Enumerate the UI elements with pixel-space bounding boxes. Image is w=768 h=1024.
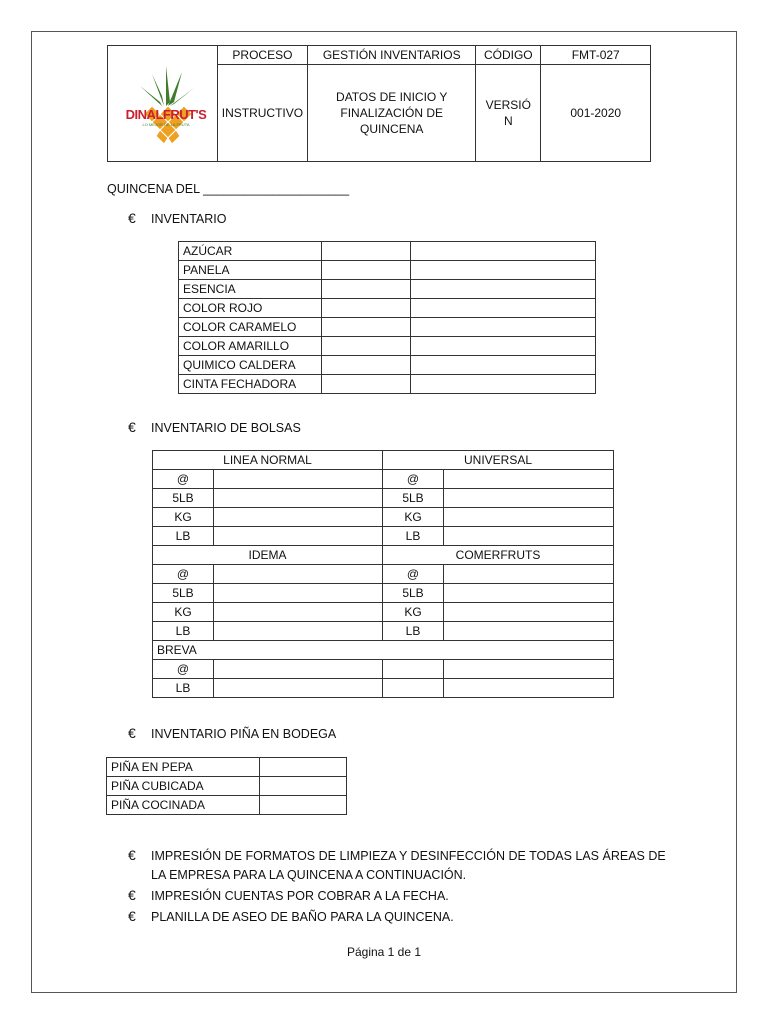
unit-label: 5LB: [153, 584, 214, 603]
table-row: [153, 603, 614, 622]
group-header: IDEMA: [153, 546, 383, 565]
input-cell[interactable]: [411, 356, 596, 375]
unit-label: LB: [153, 679, 214, 698]
input-cell[interactable]: [214, 565, 383, 584]
item-label: CINTA FECHADORA: [179, 375, 322, 394]
input-cell[interactable]: [444, 584, 614, 603]
group-header: LINEA NORMAL: [153, 451, 383, 470]
item-label: PIÑA EN PEPA: [107, 758, 260, 777]
bullet-icon: €: [128, 847, 136, 863]
table-row: [107, 777, 347, 796]
item-label: COLOR CARAMELO: [179, 318, 322, 337]
input-cell[interactable]: [214, 489, 383, 508]
table-row: [153, 470, 614, 489]
table-row: [153, 622, 614, 641]
input-cell[interactable]: [444, 508, 614, 527]
table-row: [179, 318, 596, 337]
unit-label: 5LB: [383, 584, 444, 603]
unit-label: LB: [153, 622, 214, 641]
unit-label: LB: [153, 527, 214, 546]
input-cell[interactable]: [411, 261, 596, 280]
header-process-value: GESTIÓN INVENTARIOS: [308, 46, 476, 65]
table-row: [179, 337, 596, 356]
item-label: PIÑA COCINADA: [107, 796, 260, 815]
input-cell[interactable]: [214, 603, 383, 622]
unit-label: @: [153, 470, 214, 489]
input-cell[interactable]: [411, 280, 596, 299]
input-cell[interactable]: [260, 758, 347, 777]
unit-label: @: [383, 470, 444, 489]
task-item: IMPRESIÓN DE FORMATOS DE LIMPIEZA Y DESINFECCIÓN DE TODAS LAS ÁREAS DE: [151, 849, 666, 863]
unit-label: 5LB: [153, 489, 214, 508]
bullet-icon: €: [128, 908, 136, 924]
table-row: [179, 242, 596, 261]
item-label: PANELA: [179, 261, 322, 280]
input-cell[interactable]: [322, 280, 411, 299]
unit-label: LB: [383, 527, 444, 546]
input-cell[interactable]: [411, 318, 596, 337]
input-cell[interactable]: [322, 261, 411, 280]
table-row: [153, 679, 614, 698]
header-version-label: VERSIÓ N: [476, 65, 541, 162]
section-title-pina: INVENTARIO PIÑA EN BODEGA: [151, 727, 337, 741]
bullet-icon: €: [128, 419, 136, 435]
header-doc-type: INSTRUCTIVO: [217, 65, 308, 162]
table-row: [153, 451, 614, 470]
input-cell[interactable]: [383, 660, 444, 679]
bullet-icon: €: [128, 210, 136, 226]
table-row: [179, 375, 596, 394]
input-cell[interactable]: [214, 679, 383, 698]
input-cell[interactable]: [260, 777, 347, 796]
header-code-value: FMT-027: [541, 46, 651, 65]
table-row: [153, 546, 614, 565]
unit-label: KG: [153, 603, 214, 622]
group-header: COMERFRUTS: [383, 546, 614, 565]
unit-label: @: [153, 565, 214, 584]
input-cell[interactable]: [444, 603, 614, 622]
input-cell[interactable]: [322, 356, 411, 375]
input-cell[interactable]: [444, 470, 614, 489]
table-row: [153, 660, 614, 679]
input-cell[interactable]: [411, 375, 596, 394]
input-cell[interactable]: [444, 660, 614, 679]
pina-table: [106, 757, 347, 815]
item-label: PIÑA CUBICADA: [107, 777, 260, 796]
unit-label: @: [383, 565, 444, 584]
table-row: [153, 584, 614, 603]
unit-label: @: [153, 660, 214, 679]
section-title-bolsas: INVENTARIO DE BOLSAS: [151, 421, 301, 435]
input-cell[interactable]: [260, 796, 347, 815]
input-cell[interactable]: [322, 242, 411, 261]
input-cell[interactable]: [214, 470, 383, 489]
header-process-label: PROCESO: [217, 46, 308, 65]
unit-label: KG: [153, 508, 214, 527]
logo-tagline: LO MEJOR DE LA FRUTA: [142, 122, 190, 127]
input-cell[interactable]: [411, 242, 596, 261]
table-row: [179, 261, 596, 280]
bullet-icon: €: [128, 887, 136, 903]
table-row: [153, 508, 614, 527]
quincena-label: QUINCENA DEL _____________________: [107, 182, 350, 196]
bullet-icon: €: [128, 725, 136, 741]
table-row: [153, 489, 614, 508]
item-label: AZÚCAR: [179, 242, 322, 261]
unit-label: LB: [383, 622, 444, 641]
header-version-value: 001-2020: [541, 65, 651, 162]
input-cell[interactable]: [214, 584, 383, 603]
header-doc-title: DATOS DE INICIO Y FINALIZACIÓN DE QUINCENA: [308, 65, 476, 162]
input-cell[interactable]: [444, 565, 614, 584]
company-logo: [116, 62, 216, 152]
item-label: QUIMICO CALDERA: [179, 356, 322, 375]
item-label: COLOR ROJO: [179, 299, 322, 318]
table-row: [107, 758, 347, 777]
group-header: BREVA: [153, 641, 614, 660]
unit-label: 5LB: [383, 489, 444, 508]
table-row: [179, 356, 596, 375]
input-cell[interactable]: [444, 622, 614, 641]
input-cell[interactable]: [444, 489, 614, 508]
item-label: COLOR AMARILLO: [179, 337, 322, 356]
input-cell[interactable]: [411, 299, 596, 318]
task-item-continued: LA EMPRESA PARA LA QUINCENA A CONTINUACIÓN.: [151, 868, 467, 882]
table-row: [153, 641, 614, 660]
table-row: [179, 299, 596, 318]
input-cell[interactable]: [322, 299, 411, 318]
table-row: [153, 565, 614, 584]
task-item: PLANILLA DE ASEO DE BAÑO PARA LA QUINCENA.: [151, 910, 454, 924]
input-cell[interactable]: [214, 508, 383, 527]
logo-text: DINALFRUT'S: [125, 107, 207, 122]
input-cell[interactable]: [322, 337, 411, 356]
input-cell[interactable]: [322, 375, 411, 394]
input-cell[interactable]: [383, 679, 444, 698]
header-code-label: CÓDIGO: [476, 46, 541, 65]
page-footer: Página 1 de 1: [346, 945, 422, 959]
table-row: [107, 796, 347, 815]
inventario-table: [178, 241, 596, 394]
section-title-inventario: INVENTARIO: [151, 212, 227, 226]
table-row: [179, 280, 596, 299]
input-cell[interactable]: [411, 337, 596, 356]
input-cell[interactable]: [214, 660, 383, 679]
table-row: [153, 527, 614, 546]
input-cell[interactable]: [322, 318, 411, 337]
bolsas-table: [152, 450, 614, 698]
unit-label: KG: [383, 603, 444, 622]
item-label: ESENCIA: [179, 280, 322, 299]
group-header: UNIVERSAL: [383, 451, 614, 470]
input-cell[interactable]: [444, 527, 614, 546]
input-cell[interactable]: [214, 622, 383, 641]
input-cell[interactable]: [444, 679, 614, 698]
unit-label: KG: [383, 508, 444, 527]
task-item: IMPRESIÓN CUENTAS POR COBRAR A LA FECHA.: [151, 889, 449, 903]
input-cell[interactable]: [214, 527, 383, 546]
